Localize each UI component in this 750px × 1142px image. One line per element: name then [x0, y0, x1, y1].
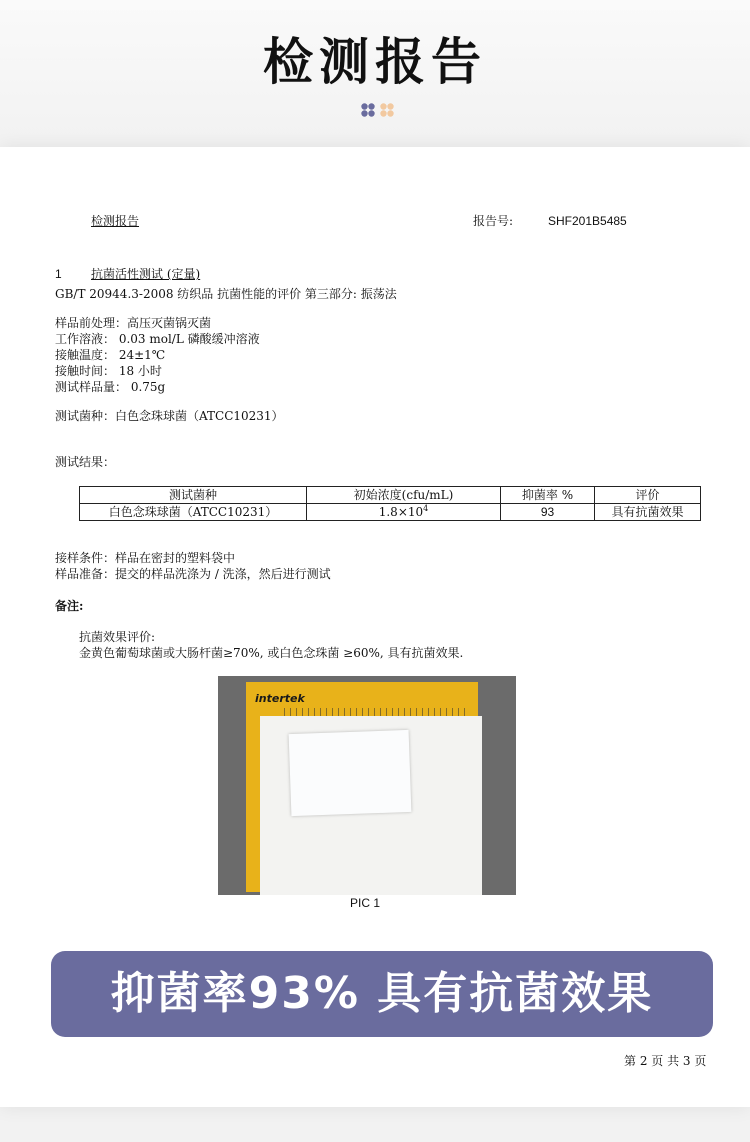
report-header-title: 检测报告: [91, 214, 140, 228]
param-solution: 工作溶液： 0.03 mol/L 磷酸缓冲溶液: [55, 332, 260, 346]
param-pretreatment: 样品前处理：高压灭菌锅灭菌: [55, 316, 212, 330]
evaluation-criteria: 金黄色葡萄球菌或大肠杆菌≥70%, 或白色念珠菌 ≥60%, 具有抗菌效果.: [79, 646, 464, 660]
receipt-condition: 接样条件：样品在密封的塑料袋中: [55, 551, 236, 565]
table-header: 测试菌种: [80, 487, 307, 504]
report-sheet: [0, 147, 750, 1107]
section-title: 抗菌活性测试 (定量): [91, 267, 201, 281]
results-table: [79, 486, 701, 521]
report-number: SHF201B5485: [548, 214, 627, 228]
sample-preparation: 样品准备：提交的样品洗涤为 / 洗涤，然后进行测试: [55, 567, 331, 581]
page-title: 检测报告: [263, 33, 487, 91]
fabric-sample: [289, 730, 412, 816]
concentration-exponent: 4: [423, 503, 429, 513]
page-footer: 第 2 页 共 3 页: [624, 1054, 707, 1068]
test-standard: GB/T 20944.3-2008 纺织品 抗菌性能的评价 第三部分: 振荡法: [55, 287, 397, 301]
param-temperature: 接触温度： 24±1℃: [55, 348, 166, 362]
table-cell-rate: 93: [501, 504, 595, 521]
results-label: 测试结果：: [55, 455, 116, 469]
table-header: 抑菌率 %: [501, 487, 595, 504]
result-banner: 抑菌率93% 具有抗菌效果: [51, 951, 713, 1037]
table-header: 初始浓度(cfu/mL): [307, 487, 501, 504]
table-cell-concentration: [307, 504, 501, 521]
table-header-row: [80, 487, 701, 504]
concentration-base: 1.8×10: [378, 504, 424, 519]
section-number: 1: [55, 267, 62, 281]
photo-brand-logo: intertek: [255, 692, 305, 705]
evaluation-title: 抗菌效果评价:: [79, 630, 156, 644]
param-time: 接触时间： 18 小时: [55, 364, 162, 378]
sample-photo: [218, 676, 516, 895]
flower-decoration-icon: [360, 101, 400, 121]
table-header: 评价: [595, 487, 701, 504]
param-sample-amount: 测试样品量： 0.75g: [55, 380, 166, 394]
photo-caption: PIC 1: [350, 896, 381, 910]
report-number-label: 报告号:: [473, 214, 514, 228]
table-cell-evaluation: 具有抗菌效果: [595, 504, 701, 521]
remarks-label: 备注:: [55, 599, 84, 613]
table-row: [80, 504, 701, 521]
test-strain: 测试菌种：白色念珠球菌（ATCC10231）: [55, 409, 284, 423]
table-cell-strain: 白色念珠球菌（ATCC10231）: [80, 504, 307, 521]
